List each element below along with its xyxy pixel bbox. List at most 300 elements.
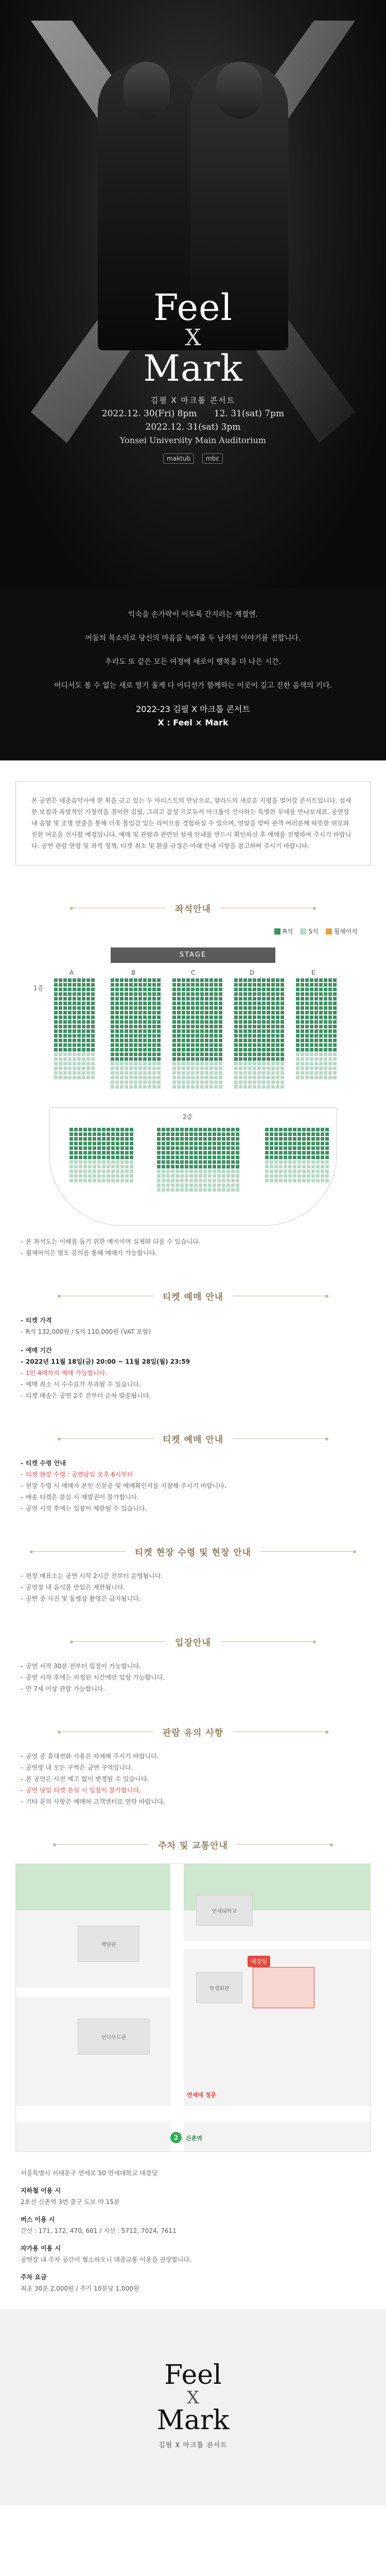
seat	[209, 1039, 213, 1042]
seat	[217, 1160, 221, 1164]
seat	[257, 978, 261, 982]
seat	[182, 1062, 185, 1065]
seat	[257, 1043, 261, 1047]
seat	[93, 1151, 96, 1155]
seat	[125, 1156, 129, 1159]
seat	[231, 1146, 235, 1150]
ticket-method-3: - 공연 시작 후에는 입장이 제한될 수 있습니다.	[21, 1503, 365, 1514]
onsite-title: 티켓 현장 수령 및 현장 안내	[134, 1548, 252, 1558]
seat	[310, 1034, 313, 1038]
seat	[111, 1132, 115, 1136]
seat	[234, 1025, 238, 1028]
seat	[279, 1156, 283, 1159]
seat	[280, 997, 284, 1001]
seat	[152, 997, 156, 1001]
seat	[265, 1128, 269, 1131]
seat	[219, 1043, 222, 1047]
seat	[107, 1128, 110, 1131]
seat	[177, 1006, 181, 1010]
seat	[297, 1165, 301, 1168]
seat	[213, 1132, 216, 1136]
seat	[130, 1151, 133, 1155]
seat	[314, 992, 318, 996]
seat	[172, 997, 176, 1001]
seat	[54, 1076, 58, 1079]
seat	[301, 1076, 304, 1079]
seat	[120, 1039, 124, 1042]
seat	[205, 1043, 208, 1047]
seat	[68, 1062, 72, 1065]
seat	[111, 1146, 115, 1150]
seat	[302, 1170, 306, 1173]
seat	[311, 1160, 315, 1164]
seat	[129, 1048, 133, 1052]
seat	[176, 1160, 179, 1164]
seat	[205, 1048, 208, 1052]
seat	[203, 1132, 207, 1136]
seat	[270, 1170, 273, 1173]
map-section	[0, 1812, 386, 2162]
seat	[222, 1132, 225, 1136]
seat	[328, 1002, 332, 1005]
seat	[200, 1057, 204, 1061]
seat-block-2f-left	[69, 1128, 133, 1182]
seat	[267, 1071, 270, 1075]
seat	[143, 983, 147, 987]
seat	[186, 1080, 190, 1084]
ticket-notes	[15, 1315, 371, 1401]
seat	[88, 1179, 92, 1182]
seat	[91, 1076, 95, 1079]
seat	[152, 1080, 156, 1084]
ticket-cancel: - 예매 취소 시 수수료가 부과될 수 있습니다.	[21, 1379, 365, 1390]
seat	[189, 1137, 193, 1141]
seat	[134, 1085, 137, 1089]
seat	[129, 1085, 133, 1089]
seat	[125, 1006, 128, 1010]
seat	[270, 1146, 273, 1150]
seat	[191, 992, 195, 996]
seat	[219, 988, 222, 991]
seat	[73, 1002, 76, 1005]
seat	[182, 1029, 185, 1033]
seat	[328, 992, 332, 996]
seat	[125, 1002, 128, 1005]
seat	[293, 1137, 296, 1141]
seat	[54, 1011, 58, 1014]
seat	[171, 1146, 174, 1150]
seat	[325, 1179, 329, 1182]
seat	[166, 1188, 170, 1192]
seat	[262, 1071, 266, 1075]
seat	[213, 1183, 216, 1187]
seat	[138, 1034, 142, 1038]
seat	[222, 1188, 225, 1192]
transport-parking: 최초 30분 2,000원 / 추가 10분당 1,000원	[21, 2285, 139, 2292]
seat	[79, 1146, 82, 1150]
seat	[107, 1174, 110, 1178]
seat	[234, 1062, 238, 1065]
hero-title	[0, 286, 386, 405]
seat-block-b	[111, 978, 161, 1089]
seat	[239, 1085, 242, 1089]
seat	[189, 1146, 193, 1150]
seat	[199, 1142, 202, 1145]
seat	[157, 1146, 161, 1150]
seat	[120, 1080, 124, 1084]
seat	[107, 1160, 110, 1164]
seat	[86, 1071, 90, 1075]
seat	[284, 1156, 287, 1159]
seat	[134, 1029, 137, 1033]
seat	[182, 1071, 185, 1075]
seat	[91, 1011, 95, 1014]
seat	[243, 1015, 247, 1019]
seat	[271, 1034, 275, 1038]
seat	[257, 1002, 261, 1005]
seat	[213, 1128, 216, 1131]
seat	[189, 1170, 193, 1173]
seat	[226, 1142, 230, 1145]
section-title-caution	[15, 1725, 371, 1738]
seat	[288, 1151, 292, 1155]
seat	[214, 978, 218, 982]
seat	[324, 1006, 327, 1010]
seat	[73, 1071, 76, 1075]
seat	[120, 1146, 124, 1150]
seat	[214, 1066, 218, 1070]
seat	[59, 988, 62, 991]
ticket-limit: - 1인 4매까지 예매 가능합니다.	[21, 1367, 365, 1379]
seat	[267, 1085, 270, 1089]
seat	[166, 1170, 170, 1173]
seat	[279, 1160, 283, 1164]
seat	[209, 1071, 213, 1075]
seat	[180, 1142, 184, 1145]
seat	[311, 1165, 315, 1168]
seat	[93, 1146, 96, 1150]
seat	[157, 1179, 161, 1182]
seat	[325, 1142, 329, 1145]
seat	[186, 983, 190, 987]
seat	[77, 1048, 81, 1052]
seat	[177, 1076, 181, 1079]
seat	[54, 1048, 58, 1052]
seat	[205, 1015, 208, 1019]
seat	[243, 1011, 247, 1014]
seat	[166, 1151, 170, 1155]
seat	[213, 1156, 216, 1159]
seat	[148, 1011, 151, 1014]
seat	[205, 1039, 208, 1042]
seat	[120, 1048, 124, 1052]
section-title-onsite	[15, 1545, 371, 1558]
seat	[91, 1043, 95, 1047]
seat	[157, 1132, 161, 1136]
seat	[253, 1039, 256, 1042]
seat	[253, 1062, 256, 1065]
seat	[243, 978, 247, 982]
seat	[148, 1015, 151, 1019]
seat	[333, 1034, 337, 1038]
seat	[265, 1174, 269, 1178]
seat	[214, 1006, 218, 1010]
seat	[91, 983, 95, 987]
seat	[325, 1156, 329, 1159]
seat	[253, 1085, 256, 1089]
seat	[325, 1160, 329, 1164]
seat	[111, 1057, 114, 1061]
seat	[293, 1146, 296, 1150]
seat	[248, 1076, 252, 1079]
seat	[274, 1142, 278, 1145]
seat	[231, 1188, 235, 1192]
seat	[333, 1020, 337, 1024]
seat	[271, 997, 275, 1001]
seat	[120, 1034, 124, 1038]
seat	[270, 1132, 273, 1136]
seat	[243, 1057, 247, 1061]
seat	[271, 988, 275, 991]
seat	[236, 1142, 239, 1145]
seat	[328, 1029, 332, 1033]
seat	[311, 1170, 315, 1173]
seat	[296, 1066, 300, 1070]
seat	[191, 1029, 195, 1033]
seat	[328, 997, 332, 1001]
seat	[280, 992, 284, 996]
seat	[231, 1128, 235, 1131]
seat	[157, 1006, 161, 1010]
seat	[189, 1128, 193, 1131]
seat	[280, 1034, 284, 1038]
seat	[69, 1156, 73, 1159]
title-feel: Feel	[153, 286, 233, 329]
seat	[152, 983, 156, 987]
seat	[82, 992, 85, 996]
sponsor-logos	[0, 453, 386, 464]
seat	[276, 1020, 279, 1024]
ticket-method-red: - 티켓 현장 수령 : 공연당일 오후 6시부터	[21, 1469, 365, 1480]
seat	[79, 1151, 82, 1155]
seat	[83, 1132, 87, 1136]
seat	[191, 1039, 195, 1042]
seat	[319, 1057, 323, 1061]
seat	[301, 992, 304, 996]
seat	[199, 1165, 202, 1168]
seat	[324, 1053, 327, 1056]
seat	[111, 1006, 114, 1010]
seat	[138, 1029, 142, 1033]
seat	[257, 1015, 261, 1019]
seat	[199, 1174, 202, 1178]
seat	[296, 988, 300, 991]
seat	[148, 1057, 151, 1061]
admission-notes	[15, 1660, 371, 1694]
seat	[307, 1165, 310, 1168]
seat	[310, 1039, 313, 1042]
seat	[120, 1142, 124, 1145]
seat	[143, 1025, 147, 1028]
seat	[196, 1034, 199, 1038]
seat	[328, 1011, 332, 1014]
seat	[200, 983, 204, 987]
seat	[86, 1066, 90, 1070]
seat	[63, 992, 67, 996]
seat	[134, 1080, 137, 1084]
seat	[305, 1071, 309, 1075]
seat	[130, 1170, 133, 1173]
seat	[102, 1151, 106, 1155]
seat	[239, 1011, 242, 1014]
seat	[257, 1066, 261, 1070]
seat	[262, 1002, 266, 1005]
seat	[209, 1011, 213, 1014]
seat	[302, 1132, 306, 1136]
seat	[148, 1043, 151, 1047]
seat	[333, 992, 337, 996]
seat	[203, 1183, 207, 1187]
seat	[186, 997, 190, 1001]
seat	[205, 997, 208, 1001]
seat	[129, 1080, 133, 1084]
seat	[138, 1057, 142, 1061]
seat	[319, 1043, 323, 1047]
seat	[253, 1011, 256, 1014]
seat	[83, 1151, 87, 1155]
seat	[172, 1076, 176, 1079]
seat	[243, 1085, 247, 1089]
seat	[253, 1025, 256, 1028]
seat	[226, 1183, 230, 1187]
seat	[177, 978, 181, 982]
seat	[129, 1076, 133, 1079]
seat	[82, 1048, 85, 1052]
seat	[171, 1170, 174, 1173]
seat	[83, 1165, 87, 1168]
admission-3: - 만 7세 이상 관람 가능합니다.	[21, 1683, 365, 1694]
maktub-logo: maktub	[163, 453, 194, 464]
seat	[301, 1071, 304, 1075]
seat	[324, 978, 327, 982]
seat	[79, 1170, 82, 1173]
seat	[248, 1002, 252, 1005]
seat	[265, 1132, 269, 1136]
seat	[82, 1039, 85, 1042]
onsite-3: - 공연 중 사진 및 동영상 촬영은 금지됩니다.	[21, 1593, 365, 1604]
seat	[59, 1002, 62, 1005]
seat	[97, 1160, 101, 1164]
seat	[111, 1029, 114, 1033]
seat	[293, 1132, 296, 1136]
seat	[196, 1066, 199, 1070]
seat	[93, 1156, 96, 1159]
seat	[138, 1043, 142, 1047]
seat	[77, 1020, 81, 1024]
seat	[257, 1057, 261, 1061]
seat	[194, 1183, 198, 1187]
seat	[262, 1057, 266, 1061]
seat	[172, 1043, 176, 1047]
seat	[325, 1170, 329, 1173]
section-title-map	[15, 1838, 371, 1851]
seat	[69, 1151, 73, 1155]
seat	[68, 1020, 72, 1024]
seat	[234, 1020, 238, 1024]
seat	[182, 1053, 185, 1056]
seat	[176, 1156, 179, 1159]
seat	[79, 1142, 82, 1145]
seat	[243, 1002, 247, 1005]
seat	[115, 1053, 119, 1056]
seat	[176, 1128, 179, 1131]
seat	[214, 1053, 218, 1056]
seat	[82, 1062, 85, 1065]
seat	[115, 1039, 119, 1042]
seat	[219, 1025, 222, 1028]
seat	[116, 1151, 119, 1155]
seat	[186, 1029, 190, 1033]
seat	[196, 992, 199, 996]
seat	[301, 1039, 304, 1042]
campus-map[interactable]	[15, 1863, 371, 2152]
seat	[182, 1076, 185, 1079]
seat	[138, 1039, 142, 1042]
seat	[199, 1156, 202, 1159]
seat	[302, 1174, 306, 1178]
seat	[143, 978, 147, 982]
seat	[243, 997, 247, 1001]
seat	[111, 997, 114, 1001]
seat	[267, 997, 270, 1001]
seat	[276, 1076, 279, 1079]
seat	[177, 1034, 181, 1038]
seat	[333, 1076, 337, 1079]
seat	[280, 1080, 284, 1084]
seat	[148, 1076, 151, 1079]
seat	[324, 1025, 327, 1028]
seat	[54, 1002, 58, 1005]
seat	[276, 983, 279, 987]
seat	[305, 1006, 309, 1010]
seat	[73, 1011, 76, 1014]
seat	[311, 1128, 315, 1131]
seat	[243, 1029, 247, 1033]
seat	[120, 1156, 124, 1159]
seat	[172, 1034, 176, 1038]
seat	[143, 1066, 147, 1070]
seat	[115, 1029, 119, 1033]
seat	[196, 983, 199, 987]
seat	[116, 1132, 119, 1136]
seat	[63, 978, 67, 982]
seat	[307, 1128, 310, 1131]
seat	[120, 1066, 124, 1070]
seat	[248, 1043, 252, 1047]
seat	[185, 1188, 188, 1192]
seat	[219, 1015, 222, 1019]
seat	[77, 1039, 81, 1042]
seat	[138, 997, 142, 1001]
seat	[185, 1165, 188, 1168]
seat	[284, 1137, 287, 1141]
seat	[143, 1057, 147, 1061]
seat	[205, 1071, 208, 1075]
seat	[157, 1128, 161, 1131]
seat	[257, 1080, 261, 1084]
seat	[74, 1151, 78, 1155]
seat	[130, 1156, 133, 1159]
